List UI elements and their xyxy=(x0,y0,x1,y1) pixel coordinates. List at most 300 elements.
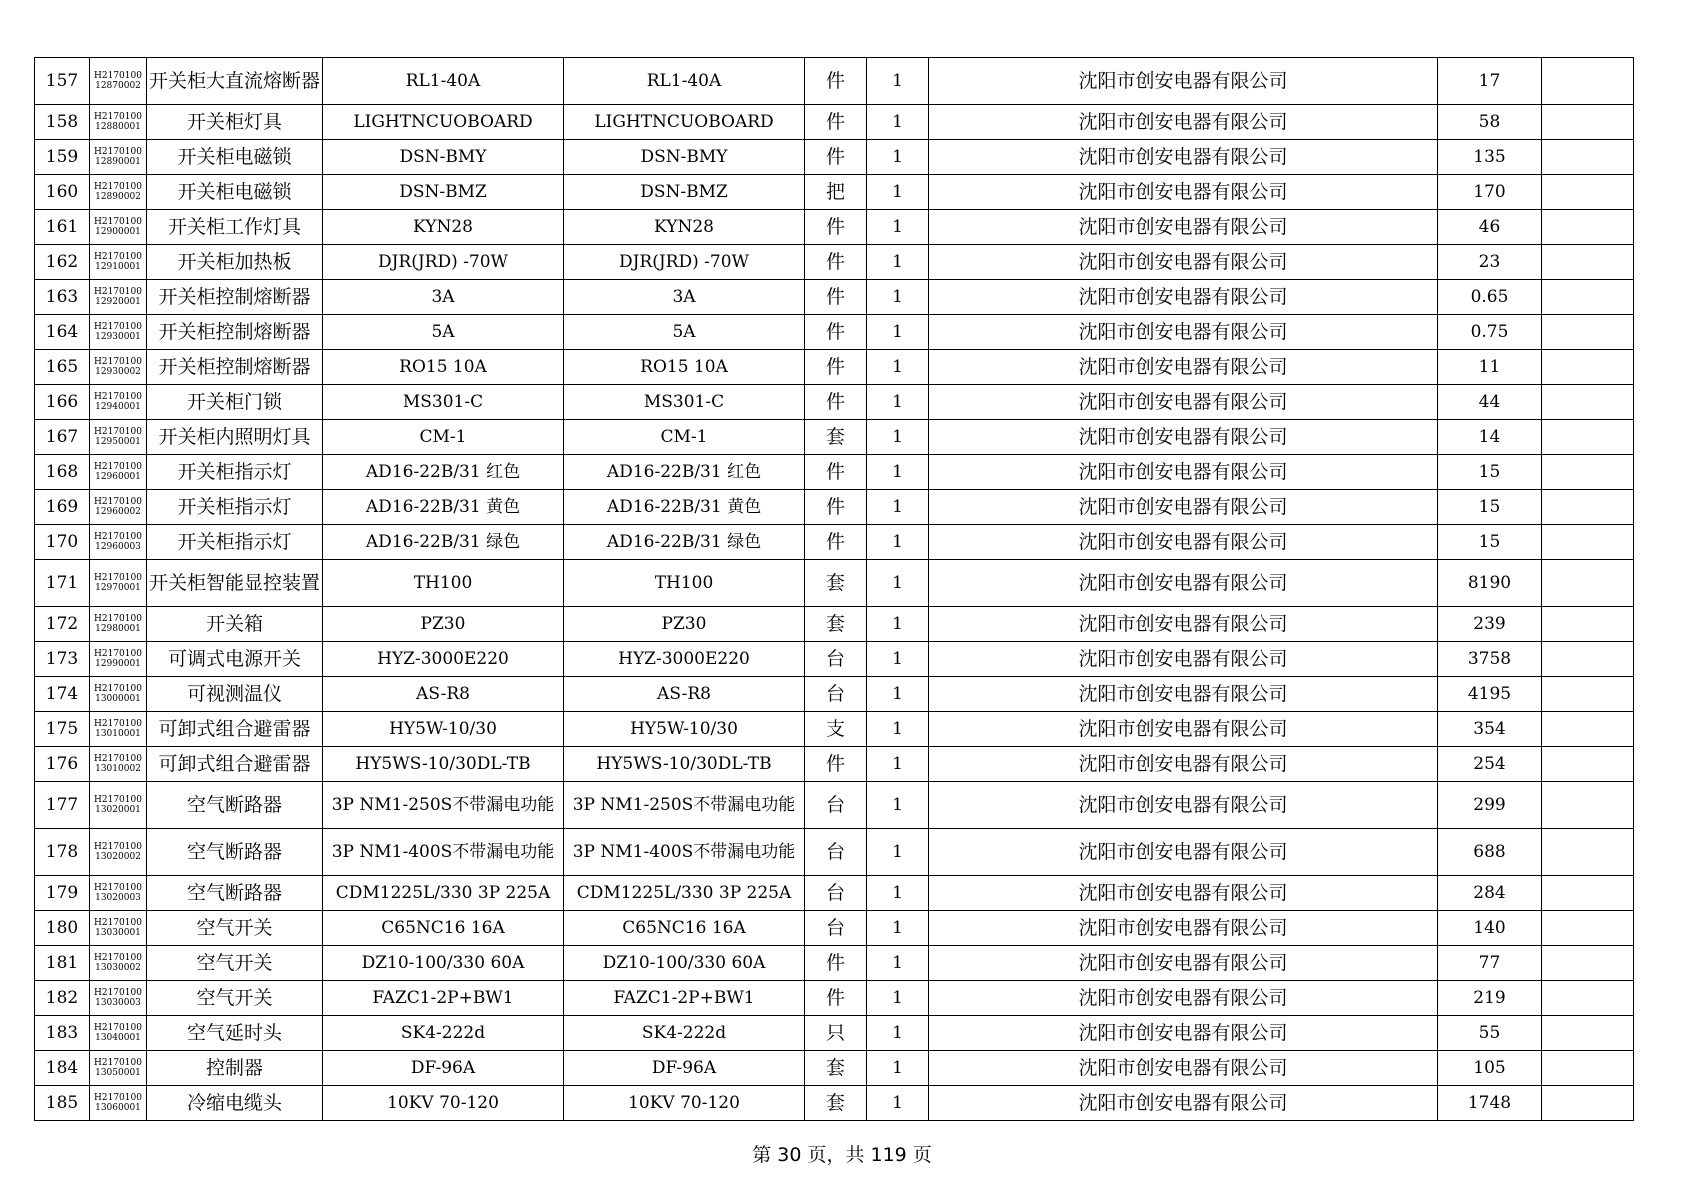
item-spec: 3P NM1-250S不带漏电功能 xyxy=(323,782,564,829)
item-spec: HY5WS-10/30DL-TB xyxy=(323,747,564,782)
item-name: 开关柜指示灯 xyxy=(147,455,323,490)
row-number: 174 xyxy=(35,677,90,712)
item-name: 可卸式组合避雷器 xyxy=(147,747,323,782)
item-manufacturer: 沈阳市创安电器有限公司 xyxy=(929,280,1438,315)
row-number: 162 xyxy=(35,245,90,280)
item-unit: 件 xyxy=(805,210,867,245)
item-remark xyxy=(1542,642,1634,677)
item-price: 239 xyxy=(1438,607,1542,642)
material-code-line1: H2170100 xyxy=(94,841,142,852)
table-row xyxy=(35,140,1634,175)
item-unit: 台 xyxy=(805,911,867,946)
item-name: 开关箱 xyxy=(147,607,323,642)
item-quantity: 1 xyxy=(867,1051,929,1086)
material-code-line1: H2170100 xyxy=(94,683,142,694)
item-remark xyxy=(1542,607,1634,642)
item-name: 开关柜指示灯 xyxy=(147,490,323,525)
item-model: AD16-22B/31 黄色 xyxy=(564,490,805,525)
material-code xyxy=(90,747,147,782)
row-number: 164 xyxy=(35,315,90,350)
item-remark xyxy=(1542,1016,1634,1051)
material-code xyxy=(90,1016,147,1051)
item-unit: 件 xyxy=(805,455,867,490)
row-number: 165 xyxy=(35,350,90,385)
item-quantity: 1 xyxy=(867,350,929,385)
row-number: 178 xyxy=(35,829,90,876)
item-quantity: 1 xyxy=(867,140,929,175)
table-row xyxy=(35,560,1634,607)
item-model: HY5W-10/30 xyxy=(564,712,805,747)
row-number: 170 xyxy=(35,525,90,560)
item-quantity: 1 xyxy=(867,385,929,420)
item-name: 空气延时头 xyxy=(147,1016,323,1051)
material-code xyxy=(90,876,147,911)
item-manufacturer: 沈阳市创安电器有限公司 xyxy=(929,911,1438,946)
item-remark xyxy=(1542,455,1634,490)
table-row xyxy=(35,747,1634,782)
item-manufacturer: 沈阳市创安电器有限公司 xyxy=(929,210,1438,245)
item-spec: 3A xyxy=(323,280,564,315)
material-code-line1: H2170100 xyxy=(94,1022,142,1033)
material-code xyxy=(90,140,147,175)
material-code-line1: H2170100 xyxy=(94,461,142,472)
item-name: 开关柜工作灯具 xyxy=(147,210,323,245)
material-code-line1: H2170100 xyxy=(94,1092,142,1103)
item-model: HYZ-3000E220 xyxy=(564,642,805,677)
item-remark xyxy=(1542,876,1634,911)
table-row xyxy=(35,876,1634,911)
table-row xyxy=(35,280,1634,315)
item-price: 44 xyxy=(1438,385,1542,420)
row-number: 181 xyxy=(35,946,90,981)
item-unit: 只 xyxy=(805,1016,867,1051)
item-model: DSN-BMY xyxy=(564,140,805,175)
item-remark xyxy=(1542,385,1634,420)
item-unit: 件 xyxy=(805,350,867,385)
item-model: RL1-40A xyxy=(564,58,805,105)
item-remark xyxy=(1542,677,1634,712)
item-unit: 支 xyxy=(805,712,867,747)
material-code xyxy=(90,490,147,525)
table-row xyxy=(35,58,1634,105)
item-name: 空气断路器 xyxy=(147,829,323,876)
material-code xyxy=(90,677,147,712)
item-name: 开关柜加热板 xyxy=(147,245,323,280)
item-quantity: 1 xyxy=(867,607,929,642)
item-price: 284 xyxy=(1438,876,1542,911)
item-name: 开关柜电磁锁 xyxy=(147,175,323,210)
item-manufacturer: 沈阳市创安电器有限公司 xyxy=(929,245,1438,280)
item-price: 14 xyxy=(1438,420,1542,455)
material-code-line1: H2170100 xyxy=(94,216,142,227)
item-remark xyxy=(1542,315,1634,350)
item-name: 空气开关 xyxy=(147,981,323,1016)
item-spec: AS-R8 xyxy=(323,677,564,712)
item-unit: 套 xyxy=(805,607,867,642)
item-remark xyxy=(1542,1051,1634,1086)
table-row xyxy=(35,712,1634,747)
item-model: CM-1 xyxy=(564,420,805,455)
item-name: 可卸式组合避雷器 xyxy=(147,712,323,747)
material-code xyxy=(90,946,147,981)
table-row xyxy=(35,175,1634,210)
row-number: 160 xyxy=(35,175,90,210)
item-price: 15 xyxy=(1438,490,1542,525)
item-model: CDM1225L/330 3P 225A xyxy=(564,876,805,911)
item-model: DZ10-100/330 60A xyxy=(564,946,805,981)
material-code-line2: 12890002 xyxy=(95,192,141,202)
item-remark xyxy=(1542,911,1634,946)
row-number: 180 xyxy=(35,911,90,946)
row-number: 159 xyxy=(35,140,90,175)
item-quantity: 1 xyxy=(867,712,929,747)
item-remark xyxy=(1542,58,1634,105)
item-quantity: 1 xyxy=(867,245,929,280)
item-manufacturer: 沈阳市创安电器有限公司 xyxy=(929,981,1438,1016)
material-code xyxy=(90,350,147,385)
item-name: 开关柜指示灯 xyxy=(147,525,323,560)
item-remark xyxy=(1542,245,1634,280)
item-price: 1748 xyxy=(1438,1086,1542,1121)
material-code-line1: H2170100 xyxy=(94,613,142,624)
item-spec: 10KV 70-120 xyxy=(323,1086,564,1121)
row-number: 173 xyxy=(35,642,90,677)
row-number: 177 xyxy=(35,782,90,829)
table-row xyxy=(35,245,1634,280)
material-code xyxy=(90,829,147,876)
item-manufacturer: 沈阳市创安电器有限公司 xyxy=(929,175,1438,210)
item-manufacturer: 沈阳市创安电器有限公司 xyxy=(929,315,1438,350)
item-quantity: 1 xyxy=(867,175,929,210)
item-model: 3P NM1-250S不带漏电功能 xyxy=(564,782,805,829)
item-remark xyxy=(1542,782,1634,829)
row-number: 169 xyxy=(35,490,90,525)
item-manufacturer: 沈阳市创安电器有限公司 xyxy=(929,560,1438,607)
table-row xyxy=(35,350,1634,385)
item-spec: DSN-BMY xyxy=(323,140,564,175)
price-table xyxy=(34,57,1634,1121)
item-remark xyxy=(1542,105,1634,140)
material-code-line2: 13030003 xyxy=(95,998,141,1008)
item-quantity: 1 xyxy=(867,420,929,455)
table-row xyxy=(35,981,1634,1016)
item-manufacturer: 沈阳市创安电器有限公司 xyxy=(929,1016,1438,1051)
item-unit: 件 xyxy=(805,525,867,560)
table-row xyxy=(35,420,1634,455)
item-manufacturer: 沈阳市创安电器有限公司 xyxy=(929,712,1438,747)
material-code-line2: 12870002 xyxy=(95,81,141,91)
item-price: 46 xyxy=(1438,210,1542,245)
item-manufacturer: 沈阳市创安电器有限公司 xyxy=(929,420,1438,455)
item-name: 开关柜电磁锁 xyxy=(147,140,323,175)
row-number: 157 xyxy=(35,58,90,105)
item-spec: CM-1 xyxy=(323,420,564,455)
row-number: 158 xyxy=(35,105,90,140)
item-quantity: 1 xyxy=(867,829,929,876)
item-unit: 台 xyxy=(805,829,867,876)
material-code xyxy=(90,525,147,560)
row-number: 183 xyxy=(35,1016,90,1051)
item-name: 空气开关 xyxy=(147,911,323,946)
item-unit: 件 xyxy=(805,315,867,350)
material-code xyxy=(90,280,147,315)
material-code xyxy=(90,642,147,677)
item-price: 55 xyxy=(1438,1016,1542,1051)
item-manufacturer: 沈阳市创安电器有限公司 xyxy=(929,58,1438,105)
item-unit: 套 xyxy=(805,420,867,455)
item-manufacturer: 沈阳市创安电器有限公司 xyxy=(929,1086,1438,1121)
item-unit: 套 xyxy=(805,1086,867,1121)
material-code-line1: H2170100 xyxy=(94,952,142,963)
table-body xyxy=(35,58,1634,1121)
item-quantity: 1 xyxy=(867,105,929,140)
row-number: 175 xyxy=(35,712,90,747)
material-code-line1: H2170100 xyxy=(94,251,142,262)
material-code-line2: 12960002 xyxy=(95,507,141,517)
table-row xyxy=(35,782,1634,829)
row-number: 184 xyxy=(35,1051,90,1086)
item-name: 可视测温仪 xyxy=(147,677,323,712)
item-name: 空气断路器 xyxy=(147,782,323,829)
material-code xyxy=(90,455,147,490)
item-name: 开关柜智能显控装置 xyxy=(147,560,323,607)
table-row xyxy=(35,1016,1634,1051)
item-price: 254 xyxy=(1438,747,1542,782)
item-remark xyxy=(1542,712,1634,747)
material-code-line2: 13050001 xyxy=(95,1068,141,1078)
item-model: KYN28 xyxy=(564,210,805,245)
item-spec: C65NC16 16A xyxy=(323,911,564,946)
item-unit: 台 xyxy=(805,642,867,677)
item-spec: SK4-222d xyxy=(323,1016,564,1051)
material-code-line2: 13030001 xyxy=(95,928,141,938)
item-remark xyxy=(1542,525,1634,560)
material-code-line1: H2170100 xyxy=(94,572,142,583)
item-name: 空气断路器 xyxy=(147,876,323,911)
table-row xyxy=(35,105,1634,140)
item-name: 控制器 xyxy=(147,1051,323,1086)
table-row xyxy=(35,1086,1634,1121)
item-unit: 件 xyxy=(805,385,867,420)
item-model: FAZC1-2P+BW1 xyxy=(564,981,805,1016)
table-row xyxy=(35,385,1634,420)
material-code-line1: H2170100 xyxy=(94,321,142,332)
item-manufacturer: 沈阳市创安电器有限公司 xyxy=(929,350,1438,385)
material-code xyxy=(90,911,147,946)
material-code xyxy=(90,385,147,420)
item-unit: 件 xyxy=(805,981,867,1016)
page-footer: 第 30 页，共 119 页 xyxy=(752,1144,932,1166)
item-unit: 台 xyxy=(805,677,867,712)
material-code-line2: 12890001 xyxy=(95,157,141,167)
item-manufacturer: 沈阳市创安电器有限公司 xyxy=(929,525,1438,560)
item-price: 58 xyxy=(1438,105,1542,140)
item-spec: MS301-C xyxy=(323,385,564,420)
item-model: 3P NM1-400S不带漏电功能 xyxy=(564,829,805,876)
item-price: 688 xyxy=(1438,829,1542,876)
item-price: 299 xyxy=(1438,782,1542,829)
item-remark xyxy=(1542,140,1634,175)
item-unit: 件 xyxy=(805,280,867,315)
table-row xyxy=(35,490,1634,525)
table-row xyxy=(35,455,1634,490)
item-unit: 件 xyxy=(805,946,867,981)
item-model: LIGHTNCUOBOARD xyxy=(564,105,805,140)
item-price: 77 xyxy=(1438,946,1542,981)
item-manufacturer: 沈阳市创安电器有限公司 xyxy=(929,946,1438,981)
material-code-line2: 12970001 xyxy=(95,583,141,593)
item-model: DJR(JRD) -70W xyxy=(564,245,805,280)
item-manufacturer: 沈阳市创安电器有限公司 xyxy=(929,677,1438,712)
row-number: 167 xyxy=(35,420,90,455)
row-number: 168 xyxy=(35,455,90,490)
item-price: 140 xyxy=(1438,911,1542,946)
material-code-line2: 12960003 xyxy=(95,542,141,552)
item-remark xyxy=(1542,210,1634,245)
item-quantity: 1 xyxy=(867,782,929,829)
item-unit: 套 xyxy=(805,1051,867,1086)
item-spec: CDM1225L/330 3P 225A xyxy=(323,876,564,911)
row-number: 185 xyxy=(35,1086,90,1121)
table-row xyxy=(35,642,1634,677)
material-code-line1: H2170100 xyxy=(94,426,142,437)
material-code-line2: 13020003 xyxy=(95,893,141,903)
item-spec: AD16-22B/31 红色 xyxy=(323,455,564,490)
item-spec: 5A xyxy=(323,315,564,350)
item-spec: DZ10-100/330 60A xyxy=(323,946,564,981)
material-code-line2: 13020001 xyxy=(95,805,141,815)
table-row xyxy=(35,1051,1634,1086)
material-code-line1: H2170100 xyxy=(94,181,142,192)
material-code-line1: H2170100 xyxy=(94,917,142,928)
item-model: C65NC16 16A xyxy=(564,911,805,946)
item-remark xyxy=(1542,560,1634,607)
item-model: 3A xyxy=(564,280,805,315)
row-number: 161 xyxy=(35,210,90,245)
item-model: DSN-BMZ xyxy=(564,175,805,210)
item-model: 10KV 70-120 xyxy=(564,1086,805,1121)
item-unit: 把 xyxy=(805,175,867,210)
material-code-line2: 13010001 xyxy=(95,729,141,739)
item-price: 11 xyxy=(1438,350,1542,385)
item-spec: AD16-22B/31 绿色 xyxy=(323,525,564,560)
material-code-line1: H2170100 xyxy=(94,987,142,998)
item-price: 354 xyxy=(1438,712,1542,747)
table-row xyxy=(35,315,1634,350)
item-quantity: 1 xyxy=(867,58,929,105)
item-manufacturer: 沈阳市创安电器有限公司 xyxy=(929,105,1438,140)
material-code-line2: 13060001 xyxy=(95,1103,141,1113)
material-code xyxy=(90,245,147,280)
material-code-line1: H2170100 xyxy=(94,70,142,81)
item-spec: DSN-BMZ xyxy=(323,175,564,210)
item-manufacturer: 沈阳市创安电器有限公司 xyxy=(929,385,1438,420)
table-row xyxy=(35,677,1634,712)
item-remark xyxy=(1542,981,1634,1016)
row-number: 171 xyxy=(35,560,90,607)
material-code-line1: H2170100 xyxy=(94,391,142,402)
item-remark xyxy=(1542,490,1634,525)
item-spec: 3P NM1-400S不带漏电功能 xyxy=(323,829,564,876)
item-unit: 件 xyxy=(805,105,867,140)
item-quantity: 1 xyxy=(867,677,929,712)
material-code-line2: 12930001 xyxy=(95,332,141,342)
material-code-line2: 13020002 xyxy=(95,852,141,862)
item-model: MS301-C xyxy=(564,385,805,420)
row-number: 166 xyxy=(35,385,90,420)
material-code-line2: 12980001 xyxy=(95,624,141,634)
material-code xyxy=(90,1086,147,1121)
item-quantity: 1 xyxy=(867,560,929,607)
item-quantity: 1 xyxy=(867,747,929,782)
item-spec: HY5W-10/30 xyxy=(323,712,564,747)
item-spec: RL1-40A xyxy=(323,58,564,105)
item-remark xyxy=(1542,280,1634,315)
material-code-line2: 13010002 xyxy=(95,764,141,774)
item-manufacturer: 沈阳市创安电器有限公司 xyxy=(929,829,1438,876)
item-name: 冷缩电缆头 xyxy=(147,1086,323,1121)
item-spec: AD16-22B/31 黄色 xyxy=(323,490,564,525)
material-code-line2: 12880001 xyxy=(95,122,141,132)
material-code-line2: 12930002 xyxy=(95,367,141,377)
row-number: 182 xyxy=(35,981,90,1016)
item-name: 开关柜控制熔断器 xyxy=(147,315,323,350)
item-model: DF-96A xyxy=(564,1051,805,1086)
item-quantity: 1 xyxy=(867,642,929,677)
item-model: SK4-222d xyxy=(564,1016,805,1051)
item-model: AD16-22B/31 绿色 xyxy=(564,525,805,560)
item-manufacturer: 沈阳市创安电器有限公司 xyxy=(929,140,1438,175)
item-unit: 台 xyxy=(805,782,867,829)
item-manufacturer: 沈阳市创安电器有限公司 xyxy=(929,876,1438,911)
item-price: 0.75 xyxy=(1438,315,1542,350)
item-price: 105 xyxy=(1438,1051,1542,1086)
table-row xyxy=(35,525,1634,560)
item-model: TH100 xyxy=(564,560,805,607)
material-code-line1: H2170100 xyxy=(94,286,142,297)
material-code-line2: 12920001 xyxy=(95,297,141,307)
material-code xyxy=(90,712,147,747)
item-quantity: 1 xyxy=(867,981,929,1016)
item-price: 3758 xyxy=(1438,642,1542,677)
item-name: 空气开关 xyxy=(147,946,323,981)
item-spec: DF-96A xyxy=(323,1051,564,1086)
item-remark xyxy=(1542,1086,1634,1121)
item-spec: TH100 xyxy=(323,560,564,607)
item-name: 可调式电源开关 xyxy=(147,642,323,677)
item-model: RO15 10A xyxy=(564,350,805,385)
material-code-line1: H2170100 xyxy=(94,648,142,659)
material-code-line1: H2170100 xyxy=(94,718,142,729)
item-remark xyxy=(1542,420,1634,455)
material-code xyxy=(90,58,147,105)
item-unit: 套 xyxy=(805,560,867,607)
material-code-line2: 12900001 xyxy=(95,227,141,237)
row-number: 176 xyxy=(35,747,90,782)
item-unit: 件 xyxy=(805,140,867,175)
material-code-line2: 13000001 xyxy=(95,694,141,704)
item-spec: HYZ-3000E220 xyxy=(323,642,564,677)
item-spec: RO15 10A xyxy=(323,350,564,385)
material-code xyxy=(90,105,147,140)
item-quantity: 1 xyxy=(867,1086,929,1121)
material-code-line2: 12950001 xyxy=(95,437,141,447)
material-code xyxy=(90,210,147,245)
item-price: 15 xyxy=(1438,525,1542,560)
material-code-line1: H2170100 xyxy=(94,146,142,157)
material-code xyxy=(90,1051,147,1086)
item-manufacturer: 沈阳市创安电器有限公司 xyxy=(929,642,1438,677)
